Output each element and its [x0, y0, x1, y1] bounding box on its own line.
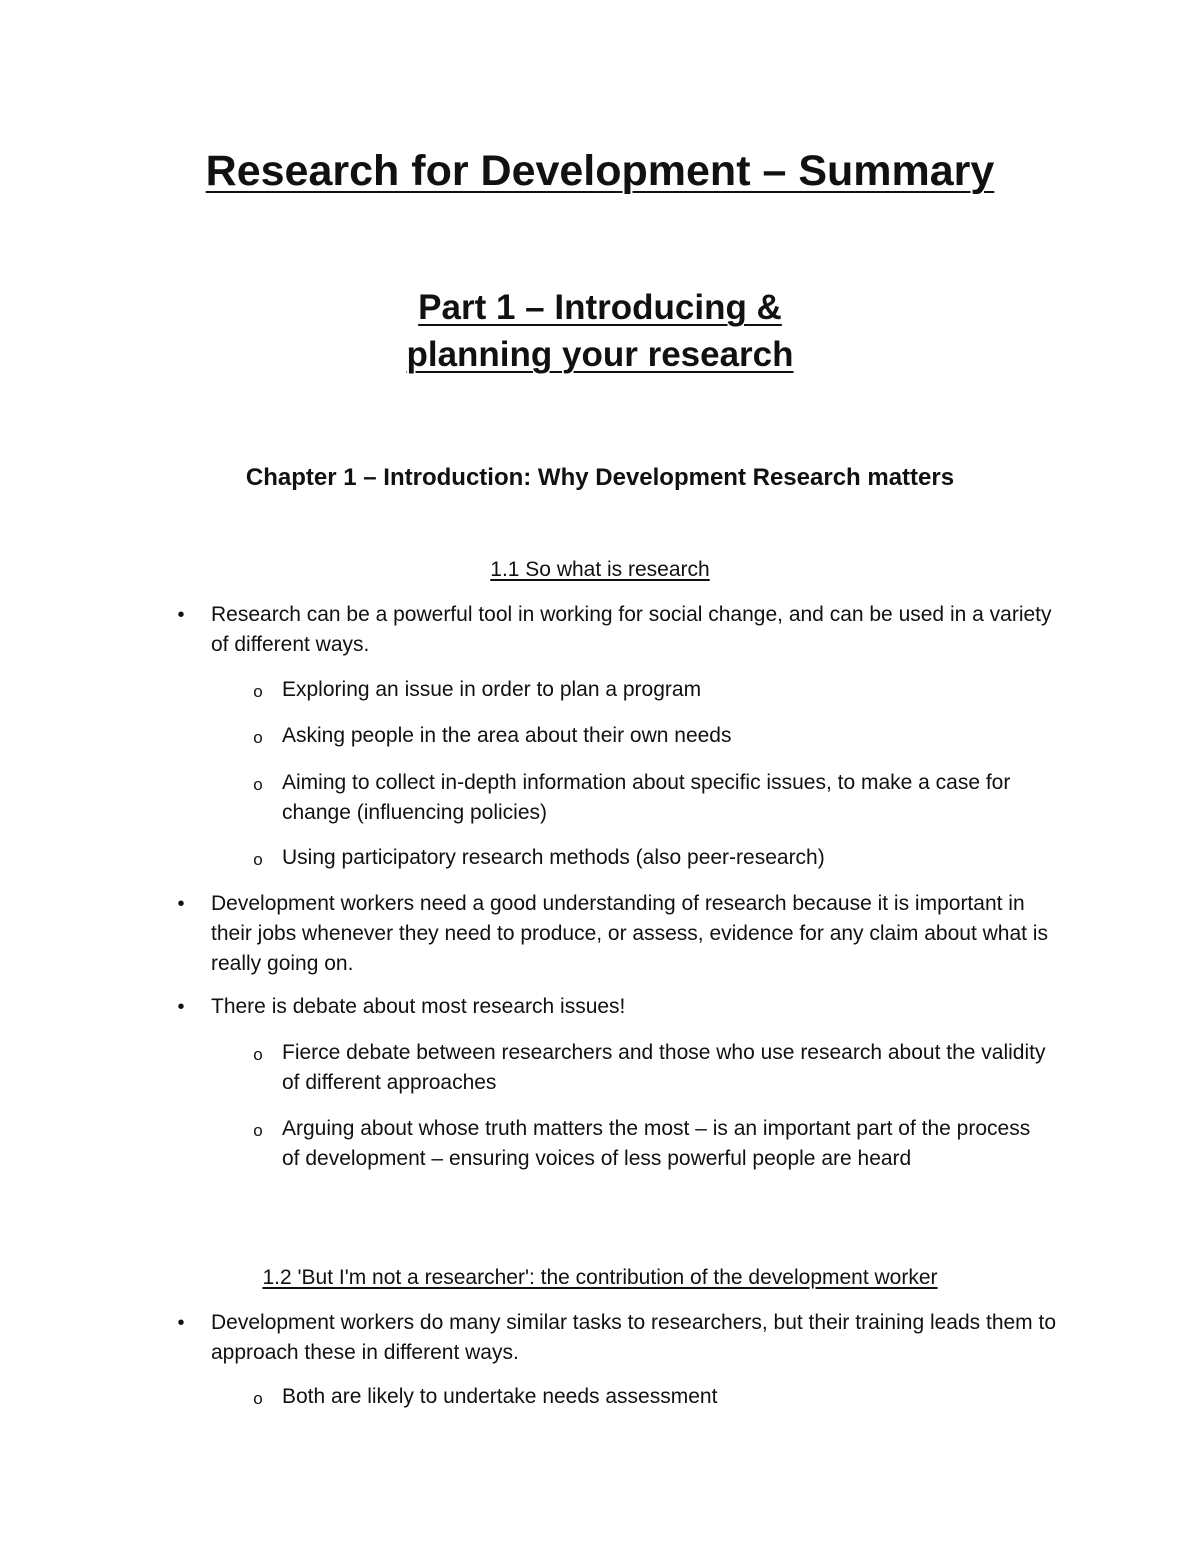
bullet-marker: •	[177, 1312, 185, 1334]
sub-list-item	[253, 843, 1052, 873]
section-heading-1-2: 1.2 'But I'm not a researcher': the contribution of the development worker	[262, 1266, 938, 1289]
sub-list-item-text: Both are likely to undertake needs assessment	[282, 1385, 718, 1408]
document-title: Research for Development – Summary	[205, 147, 995, 195]
chapter-heading: Chapter 1 – Introduction: Why Development Research matters	[245, 464, 955, 491]
sub-list-item-text: Arguing about whose truth matters the most – is an important part of the process of development – ensuring voices of less powerful people are heard	[282, 1117, 1031, 1170]
bullet-marker: •	[177, 604, 185, 626]
list-item	[177, 1308, 1071, 1368]
part-heading-line-1: Part 1 – Introducing &	[418, 288, 782, 327]
sub-bullet-marker: o	[253, 1045, 263, 1064]
list-item	[177, 889, 1071, 979]
sub-list-item-text: Fierce debate between researchers and those who use research about the validity of different approaches	[282, 1041, 1046, 1094]
list-item-text: Research can be a powerful tool in working for social change, and can be used in a variety of different ways.	[211, 603, 1052, 656]
sub-bullet-marker: o	[253, 1389, 263, 1408]
section-heading-1-1: 1.1 So what is research	[490, 558, 710, 581]
list-item-text: There is debate about most research issues!	[211, 995, 626, 1018]
list-item-text: Development workers need a good understanding of research because it is important in their jobs whenever they need to produce, or assess, evidence for any claim about what is really going on.	[211, 892, 1048, 975]
sub-list-item	[253, 768, 1052, 828]
sub-bullet-marker: o	[253, 682, 263, 701]
sub-bullet-marker: o	[253, 775, 263, 794]
sub-list-item	[253, 1114, 1052, 1174]
sub-list-item-text: Asking people in the area about their own needs	[282, 724, 732, 747]
bullet-marker: •	[177, 996, 185, 1018]
sub-bullet-marker: o	[253, 850, 263, 869]
part-heading-line-2: planning your research	[406, 335, 794, 374]
bullet-marker: •	[177, 893, 185, 915]
sub-bullet-marker: o	[253, 728, 263, 747]
sub-list-item	[253, 1038, 1052, 1098]
part-heading	[0, 284, 1200, 378]
sub-list-item-text: Aiming to collect in-depth information about specific issues, to make a case for change (influencing policies)	[282, 771, 1011, 824]
sub-list-item-text: Using participatory research methods (also peer-research)	[282, 846, 825, 869]
sub-bullet-marker: o	[253, 1121, 263, 1140]
list-item	[177, 600, 1071, 660]
sub-list-item	[253, 1382, 1052, 1412]
list-item-text: Development workers do many similar tasks to researchers, but their training leads them to approach these in different ways.	[211, 1311, 1057, 1364]
sub-list-item	[253, 675, 1052, 705]
sub-list-item-text: Exploring an issue in order to plan a program	[282, 678, 702, 701]
sub-list-item	[253, 721, 1052, 751]
list-item	[177, 992, 1071, 1022]
